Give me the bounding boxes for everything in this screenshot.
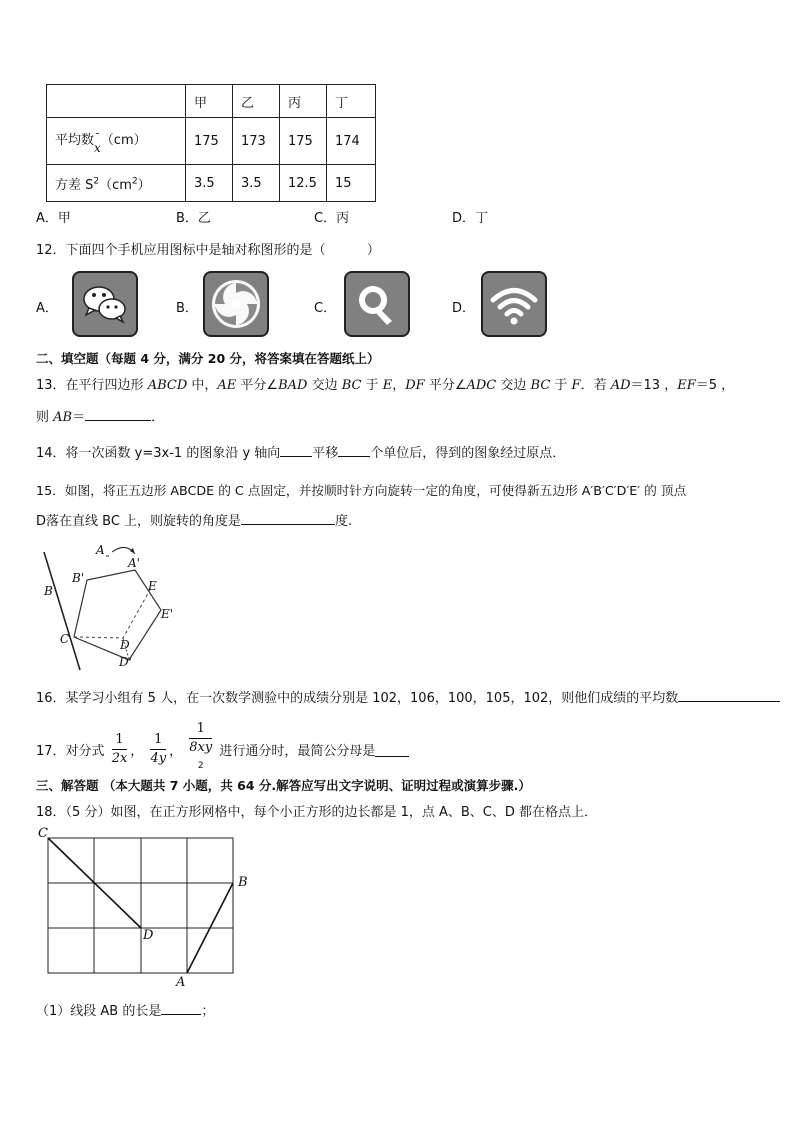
table-cell: 12.5 (280, 165, 327, 202)
table-header-cell: 丁 (327, 85, 376, 118)
fraction-1: $\frac{1}{2x}$ (111, 732, 128, 767)
table-row (47, 165, 376, 202)
fig18-label-b: B (238, 875, 248, 890)
q11-option-d: D．丁 (452, 211, 489, 226)
wifi-icon (481, 271, 547, 337)
row-label: 平均数 ¯ x （cm） (47, 118, 186, 165)
q13-answer-blank[interactable] (85, 406, 151, 421)
square-grid (48, 838, 233, 973)
fig15-label-d: D (120, 638, 130, 652)
q13-line1: 13．在平行四边形 ABCD 中，AE 平分∠BAD 交边 BC 于 E，DF 平分∠ADC 交边 BC 于 F．若 AD＝13 ，EF＝5 ， (36, 378, 735, 393)
q12-option-c-label: C． (314, 301, 337, 316)
fraction-3: 1 8xy $^2$ (189, 721, 213, 771)
fig15-label-b: B (44, 584, 53, 598)
grid-figure (36, 826, 266, 991)
fig18-label-a: A (176, 975, 186, 990)
fig15-label-c: C (60, 632, 70, 646)
q16: 16．某学习小组有 5 人，在一次数学测验中的成绩分别是 102，106，100，105，102，则他们成绩的平均数 (36, 687, 780, 706)
section-2-heading: 二、填空题（每题 4 分，满分 20 分，将答案填在答题纸上） (36, 351, 380, 366)
fig15-label-a-prime: A' (128, 556, 140, 570)
q12-option-b-label: B． (176, 301, 198, 316)
table-cell: 173 (233, 118, 280, 165)
fraction-2: $\frac{1}{4y}$ (150, 732, 167, 767)
q14-units-blank[interactable] (338, 442, 370, 457)
q15-line1: 15．如图，将正五边形 ABCDE 的 C 点固定，并按顺时针方向旋转一定的角度，可使得新五边形 A′B′C′D′E′ 的 顶点 (36, 483, 687, 498)
q13-line2: 则 AB＝ ． (36, 406, 164, 425)
rotation-arrowhead (130, 548, 135, 554)
table-cell: 174 (327, 118, 376, 165)
q12-option-a-label: A． (36, 301, 58, 316)
table-header-cell: 乙 (233, 85, 280, 118)
table-cell: 3.5 (233, 165, 280, 202)
section-3-heading: 三、解答题 （本大题共 7 小题，共 64 分.解答应写出文字说明、证明过程或演算步骤.） (36, 778, 531, 793)
fig15-label-b-prime: B' (72, 571, 85, 585)
q18-1-answer-blank[interactable] (161, 1000, 201, 1015)
q14: 14．将一次函数 y=3x-1 的图象沿 y 轴向 平移 个单位后，得到的图象经过原点． (36, 442, 565, 461)
wechat-icon (72, 271, 138, 337)
q12-option-d-label: D． (452, 301, 476, 316)
table-row (47, 118, 376, 165)
fig15-label-a: A (96, 543, 105, 557)
q15-line2: D落在直线 BC 上，则旋转的角度是 度. (36, 510, 352, 529)
swirl-logo-icon (203, 271, 269, 337)
table-header-cell: 甲 (186, 85, 233, 118)
q17: 17．对分式 $\frac{1}{2x}$ ， $\frac{1}{4y}$ ， 1 8xy $^2$ 进行通分时，最简公分母是 (36, 720, 409, 779)
q12-stem: 12．下面四个手机应用图标中是轴对称图形的是（ ） (36, 243, 380, 258)
statistics-table (46, 84, 376, 202)
fig15-label-d-prime: D' (119, 655, 132, 669)
fig15-label-e: E (148, 579, 157, 593)
fig18-label-d: D (143, 928, 154, 943)
q11-option-b: B．乙 (176, 211, 211, 226)
q18-stem: 18．（5 分）如图，在正方形网格中，每个小正方形的边长都是 1，点 A、B、C、D 都在格点上． (36, 805, 598, 820)
table-cell: 175 (280, 118, 327, 165)
fig15-label-e-prime: E' (161, 607, 174, 621)
q17-answer-blank[interactable] (375, 742, 409, 757)
row-label: 方差 $S^2(cm^2)$ (47, 165, 186, 202)
fig18-label-c: C (38, 826, 48, 841)
q11-option-a: A．甲 (36, 211, 71, 226)
table-header-row (47, 85, 376, 118)
table-cell: 15 (327, 165, 376, 202)
table-cell: 3.5 (186, 165, 233, 202)
q15-answer-blank[interactable] (241, 510, 335, 525)
line-bc (44, 552, 80, 670)
table-header-cell (47, 85, 186, 118)
magnifier-icon (344, 271, 410, 337)
pentagon-original-dashed (74, 588, 151, 638)
table-header-cell: 丙 (280, 85, 327, 118)
q18-part-1: （1）线段 AB 的长是 ； (36, 1000, 214, 1019)
table-cell: 175 (186, 118, 233, 165)
q11-option-c: C．丙 (314, 211, 350, 226)
q16-answer-blank[interactable] (678, 687, 780, 702)
q14-direction-blank[interactable] (280, 442, 312, 457)
